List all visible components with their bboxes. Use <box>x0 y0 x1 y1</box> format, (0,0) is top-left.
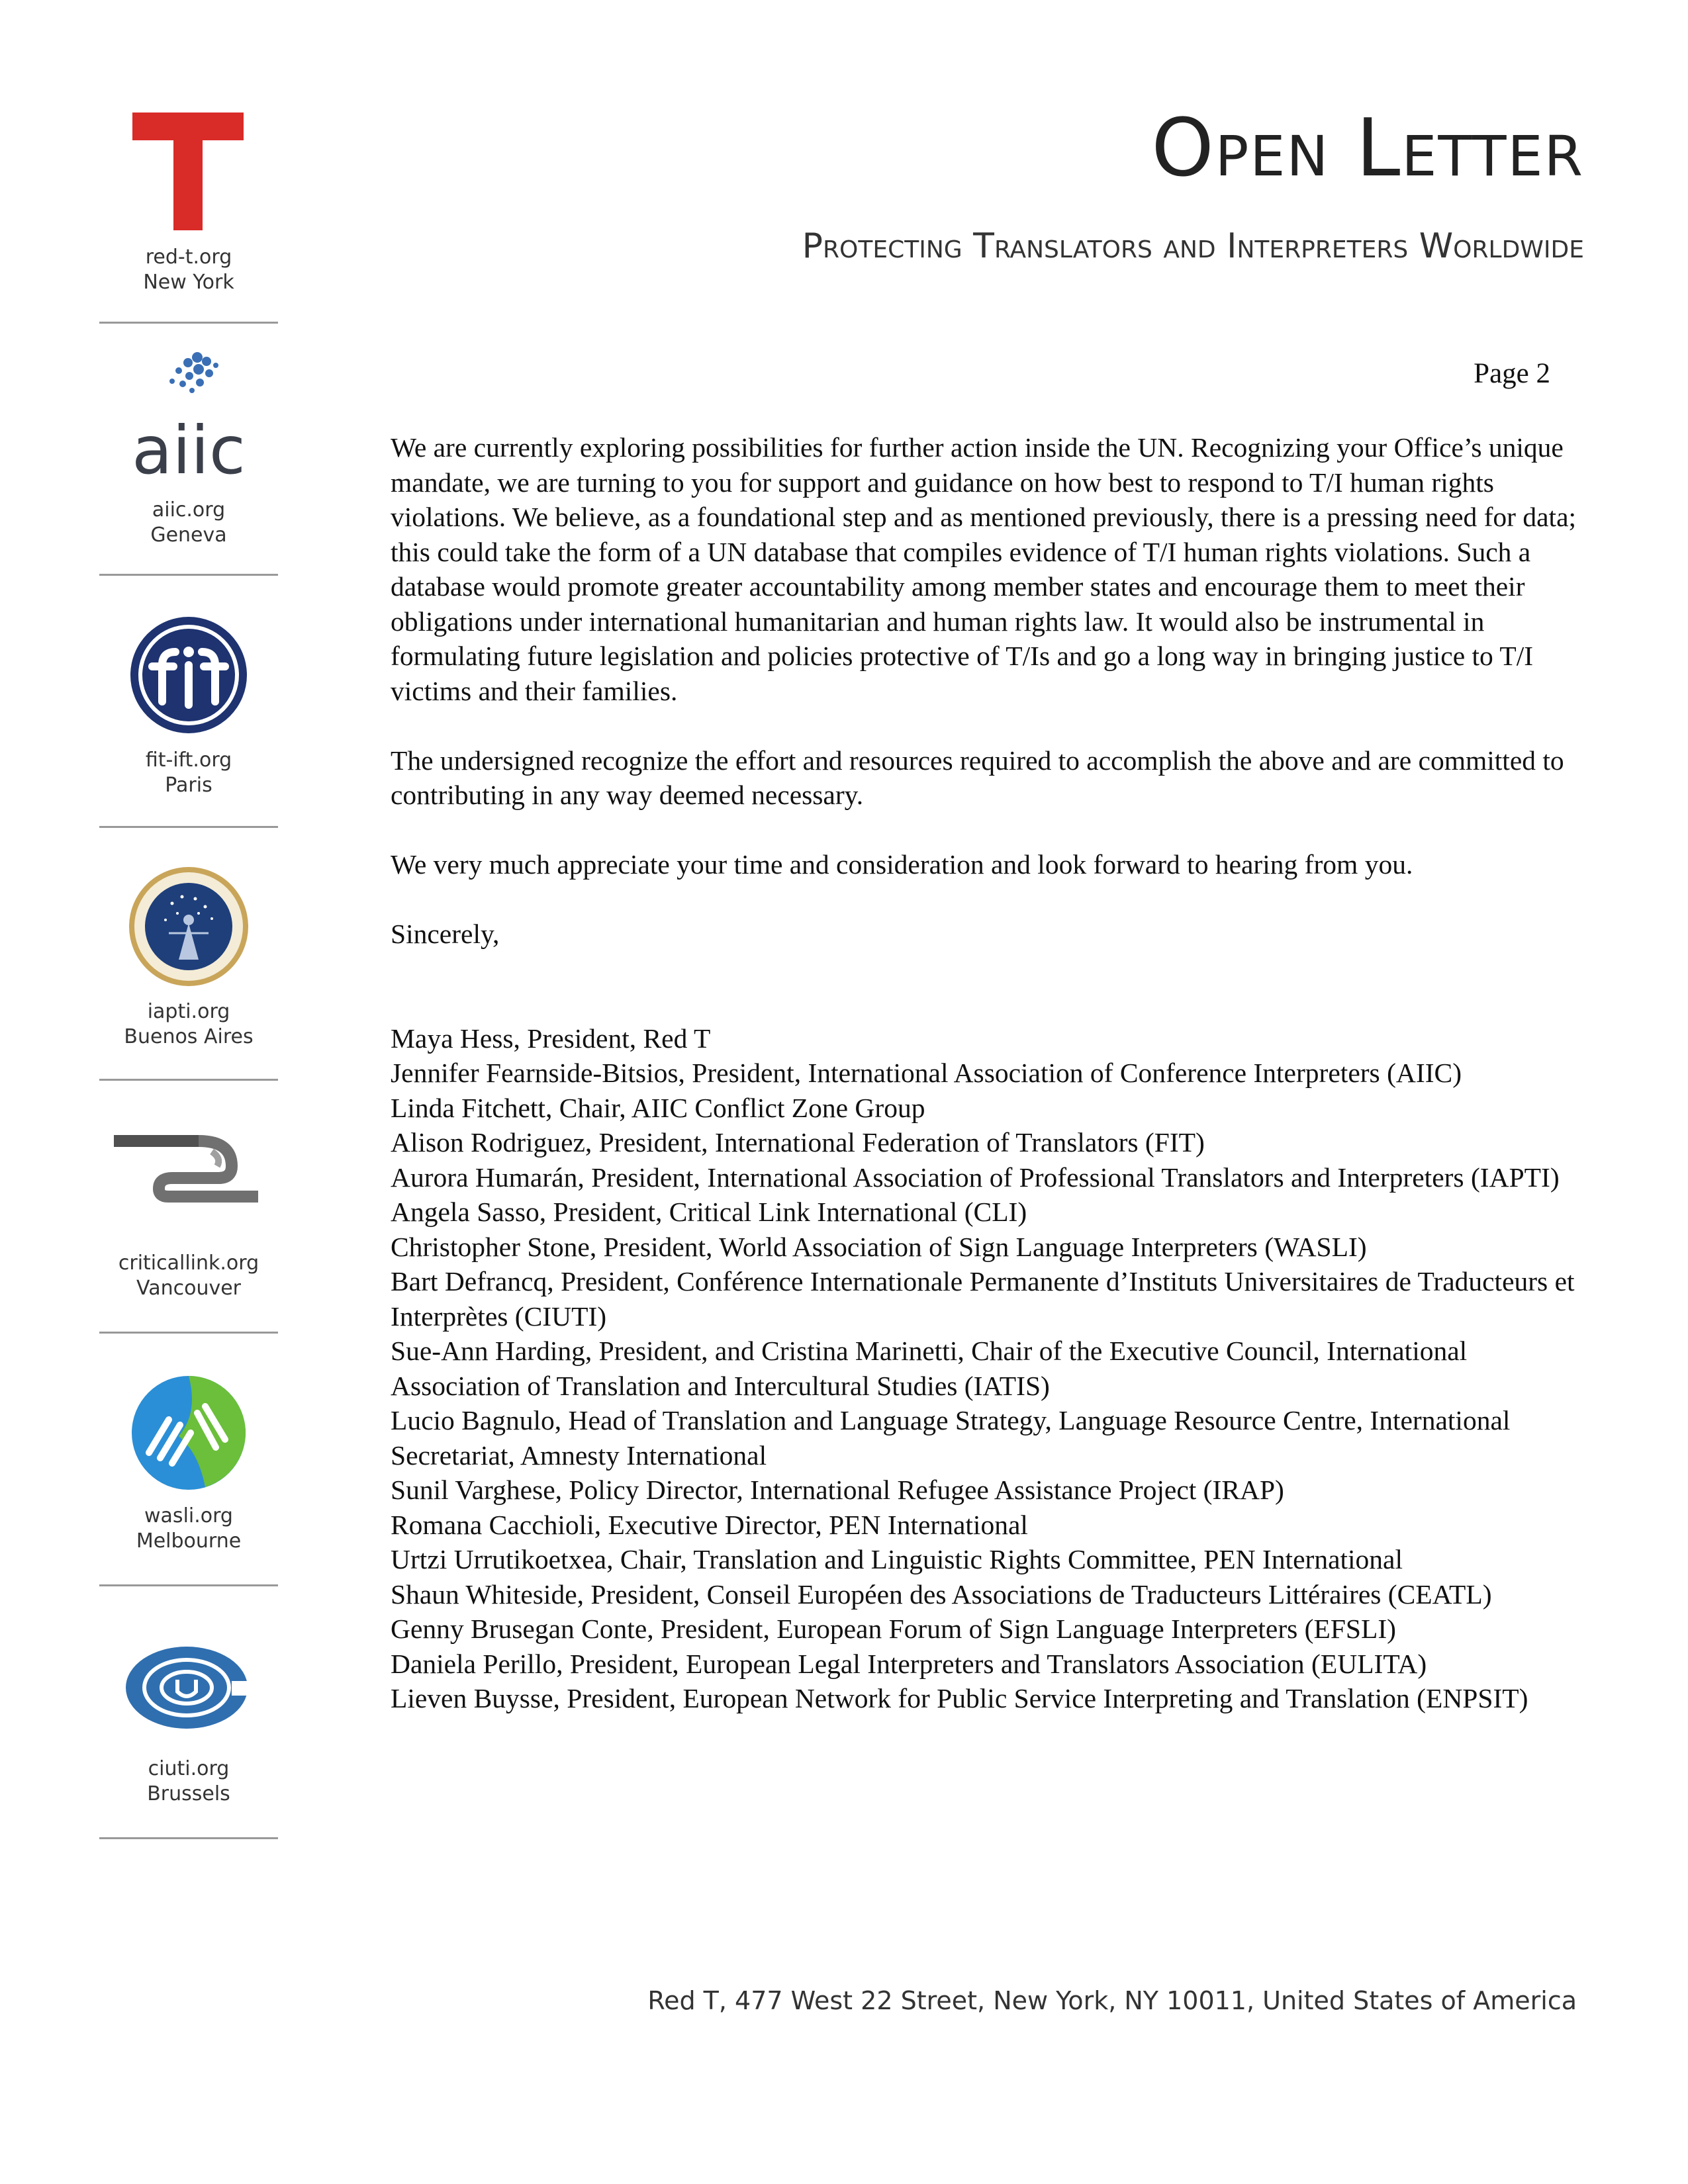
sidebar-divider <box>99 1584 278 1586</box>
body-paragraph: The undersigned recognize the effort and resources required to accomplish the above and are committed to contributing in any way deemed necessary. <box>391 745 1564 810</box>
ciuti-logo <box>99 1641 278 1734</box>
signatory: Angela Sasso, President, Critical Link International (CLI) <box>391 1197 1027 1227</box>
aiic-wordmark: aiic <box>132 412 246 489</box>
letter-subtitle: Protecting Translators and Interpreters Worldwide <box>802 226 1584 266</box>
org-city: Melbourne <box>136 1529 242 1553</box>
org-city: Vancouver <box>136 1277 241 1300</box>
signatory: Alison Rodriguez, President, International Federation of Translators (FIT) <box>391 1127 1205 1158</box>
signatory: Lucio Bagnulo, Head of Translation and Language Strategy, Language Resource Centre, International Secretariat, Amnesty International <box>391 1405 1511 1471</box>
signatory: Bart Defrancq, President, Conférence Internationale Permanente d’Instituts Universitaires de Traducteurs et Interprètes (CIUTI) <box>391 1266 1575 1332</box>
signatory: Genny Brusegan Conte, President, European Forum of Sign Language Interpreters (EFSLI) <box>391 1614 1397 1644</box>
org-domain[interactable]: criticallink.org <box>118 1251 259 1275</box>
sidebar-divider <box>99 574 278 576</box>
signatory: Linda Fitchett, Chair, AIIC Conflict Zone Group <box>391 1092 925 1123</box>
criticallink-logo <box>99 1125 278 1211</box>
signatory: Urtzi Urrutikoetxea, Chair, Translation and Linguistic Rights Committee, PEN International <box>391 1544 1403 1574</box>
page-number: Page 2 <box>1474 358 1550 389</box>
org-domain[interactable]: iapti.org <box>147 1000 230 1023</box>
org-domain[interactable]: aiic.org <box>152 498 226 522</box>
org-domain[interactable]: ciuti.org <box>148 1757 230 1780</box>
signatory: Jennifer Fearnside-Bitsios, President, International Association of Conference Interpreters (AIIC) <box>391 1058 1462 1088</box>
closing: Sincerely, <box>391 919 500 949</box>
fit-logo <box>99 612 278 738</box>
signatory: Sue-Ann Harding, President, and Cristina Marinetti, Chair of the Executive Council, International Association of Translation and Intercultural Studies (IATIS) <box>391 1336 1468 1401</box>
org-city: Brussels <box>147 1782 230 1805</box>
sidebar-divider <box>99 826 278 828</box>
signatory: Christopher Stone, President, World Association of Sign Language Interpreters (WASLI) <box>391 1231 1367 1262</box>
sidebar-divider <box>99 1332 278 1334</box>
signatory: Maya Hess, President, Red T <box>391 1023 711 1054</box>
sidebar-divider <box>99 322 278 324</box>
org-city: Paris <box>165 774 212 797</box>
red-t-logo <box>99 113 278 232</box>
signatory: Lieven Buysse, President, European Network for Public Service Interpreting and Translation (ENPSIT) <box>391 1683 1528 1713</box>
org-city: Buenos Aires <box>124 1025 254 1048</box>
org-city: Geneva <box>150 523 227 547</box>
letter-title: Open Letter <box>1151 103 1584 195</box>
signatory-list <box>391 1021 1602 1716</box>
aiic-logo <box>99 344 278 490</box>
org-city: New York <box>143 271 234 294</box>
signatory: Sunil Varghese, Policy Director, International Refugee Assistance Project (IRAP) <box>391 1475 1284 1505</box>
signatory: Shaun Whiteside, President, Conseil Européen des Associations de Traducteurs Littéraires (CEATL) <box>391 1578 1492 1610</box>
footer-address: Red T, 477 West 22 Street, New York, NY 10011, United States of America <box>647 1986 1577 2015</box>
org-domain[interactable]: red-t.org <box>145 246 232 269</box>
org-domain[interactable]: fit-ift.org <box>145 749 232 772</box>
signatory: Daniela Perillo, President, European Legal Interpreters and Translators Association (EULITA) <box>391 1648 1427 1679</box>
sidebar-divider <box>99 1079 278 1081</box>
iapti-seal <box>99 867 278 986</box>
letter-body <box>391 430 1602 1716</box>
signatory: Romana Cacchioli, Executive Director, PEN International <box>391 1509 1028 1540</box>
signatory: Aurora Humarán, President, International Association of Professional Translators and Interpreters (IAPTI) <box>391 1161 1560 1193</box>
org-domain[interactable]: wasli.org <box>144 1504 233 1527</box>
sidebar-divider <box>99 1837 278 1839</box>
body-paragraph: We very much appreciate your time and consideration and look forward to hearing from you. <box>391 849 1413 880</box>
body-paragraph: We are currently exploring possibilities for further action inside the UN. Recognizing your Office’s unique mandate, we are turning to you for support and guidance on how best to respond to T/I human rights violations. We believe, as a foundational step and as mentioned previously, there is a pressing need for data; this could take the form of a UN database that compiles evidence of T/I human rights violations. Such a database would promote greater accountability among member states and encourage them to meet their obligations under international humanitarian and human rights law. It would also be instrumental in formulating future legislation and policies protective of T/Is and go a long way in bringing justice to T/I victims and their families. <box>391 432 1577 706</box>
wasli-logo <box>99 1373 278 1492</box>
sidebar <box>99 0 278 2184</box>
